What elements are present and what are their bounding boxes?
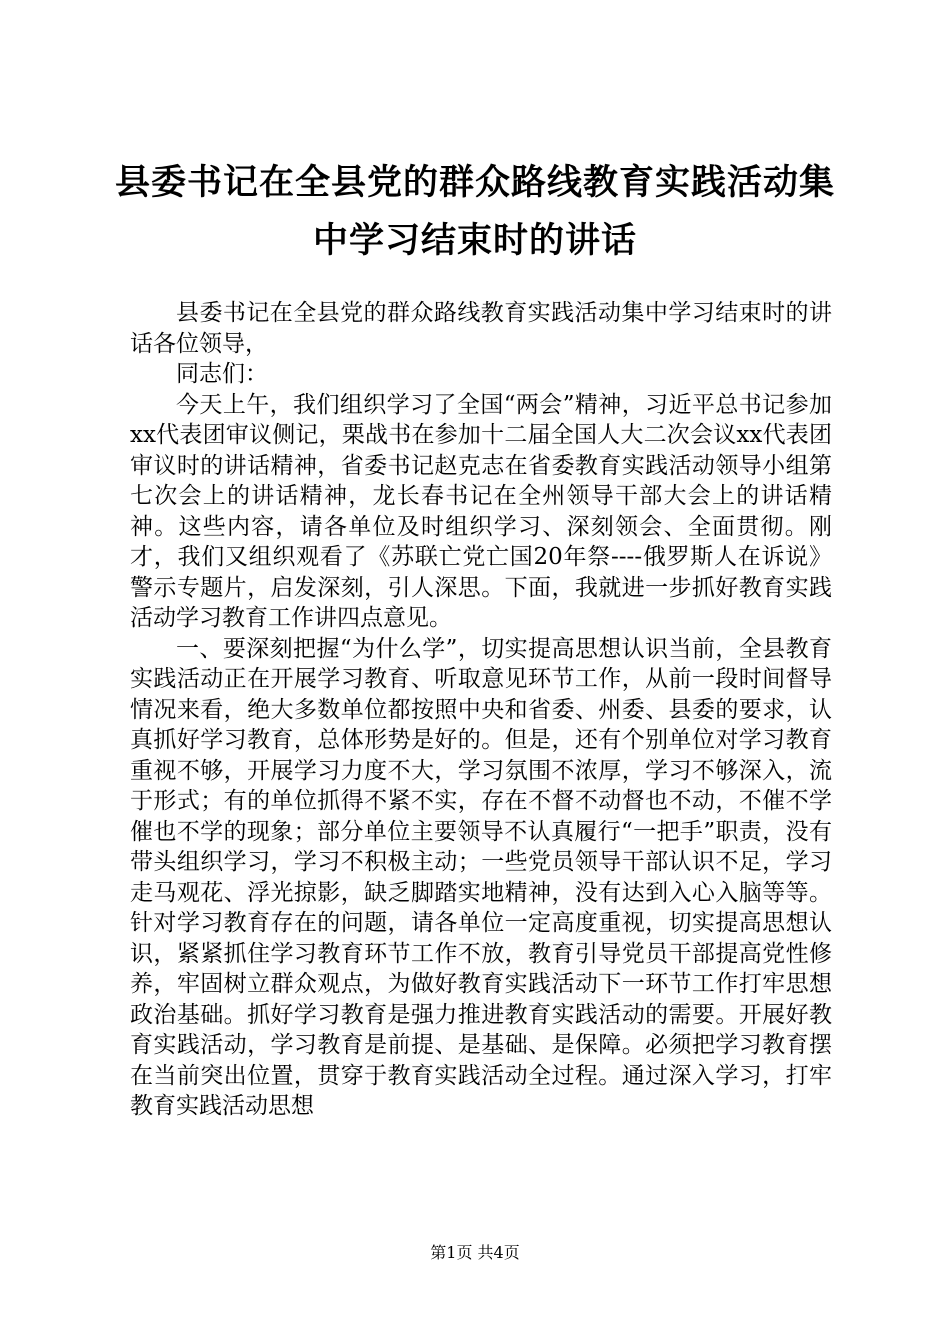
paragraph-point-one: 一、要深刻把握“为什么学”，切实提高思想认识当前，全县教育实践活动正在开展学习教育、听取意见环节工作，从前一段时间督导情况来看，绝大多数单位都按照中央和省委、州委、县委的要求，认真抓好学习教育，总体形势是好的。但是，还有个别单位对学习教育重视不够，开展学习力度不大，学习氛围不浓厚，学习不够深入，流于形式；有的单位抓得不紧不实，存在不督不动督也不动，不催不学催也不学的现象；部分单位主要领导不认真履行“一把手”职责，没有带头组织学习，学习不积极主动；一些党员领导干部认识不足，学习走马观花、浮光掠影，缺乏脚踏实地精神，没有达到入心入脑等等。针对学习教育存在的问题，请各单位一定高度重视，切实提高思想认识，紧紧抓住学习教育环节工作不放，教育引导党员干部提高党性修养，牢固树立群众观点，为做好教育实践活动下一环节工作打牢思想政治基础。抓好学习教育是强力推进教育实践活动的需要。开展好教育实践活动，学习教育是前提、是基础、是保障。必须把学习教育摆在当前突出位置，贯穿于教育实践活动全过程。通过深入学习，打牢教育实践活动思想: [130, 635, 832, 1119]
page-number-footer: 第1页 共4页: [430, 1243, 520, 1262]
paragraph-salutation: 同志们：: [176, 361, 268, 387]
paragraph-intro: 县委书记在全县党的群众路线教育实践活动集中学习结束时的讲话各位领导，: [130, 300, 832, 357]
paragraph-opening: 今天上午，我们组织学习了全国“两会”精神，习近平总书记参加xx代表团审议侧记，栗战书在参加十二届全国人大二次会议xx代表团审议时的讲话精神，省委书记赵克志在省委教育实践活动领导小组第七次会上的讲话精神，龙长春书记在全州领导干部大会上的讲话精神。这些内容，请各单位及时组织学习、深刻领会、全面贯彻。刚才，我们又组织观看了《苏联亡党亡国20年祭----俄罗斯人在诉说》警示专题片，启发深刻，引人深思。下面，我就进一步抓好教育实践活动学习教育工作讲四点意见。: [130, 391, 832, 631]
document-body: [130, 298, 832, 1122]
document-title-line-1: 县委书记在全县党的群众路线教育实践活动集: [114, 163, 835, 203]
document-title-line-2: 中学习结束时的讲话: [312, 221, 637, 261]
